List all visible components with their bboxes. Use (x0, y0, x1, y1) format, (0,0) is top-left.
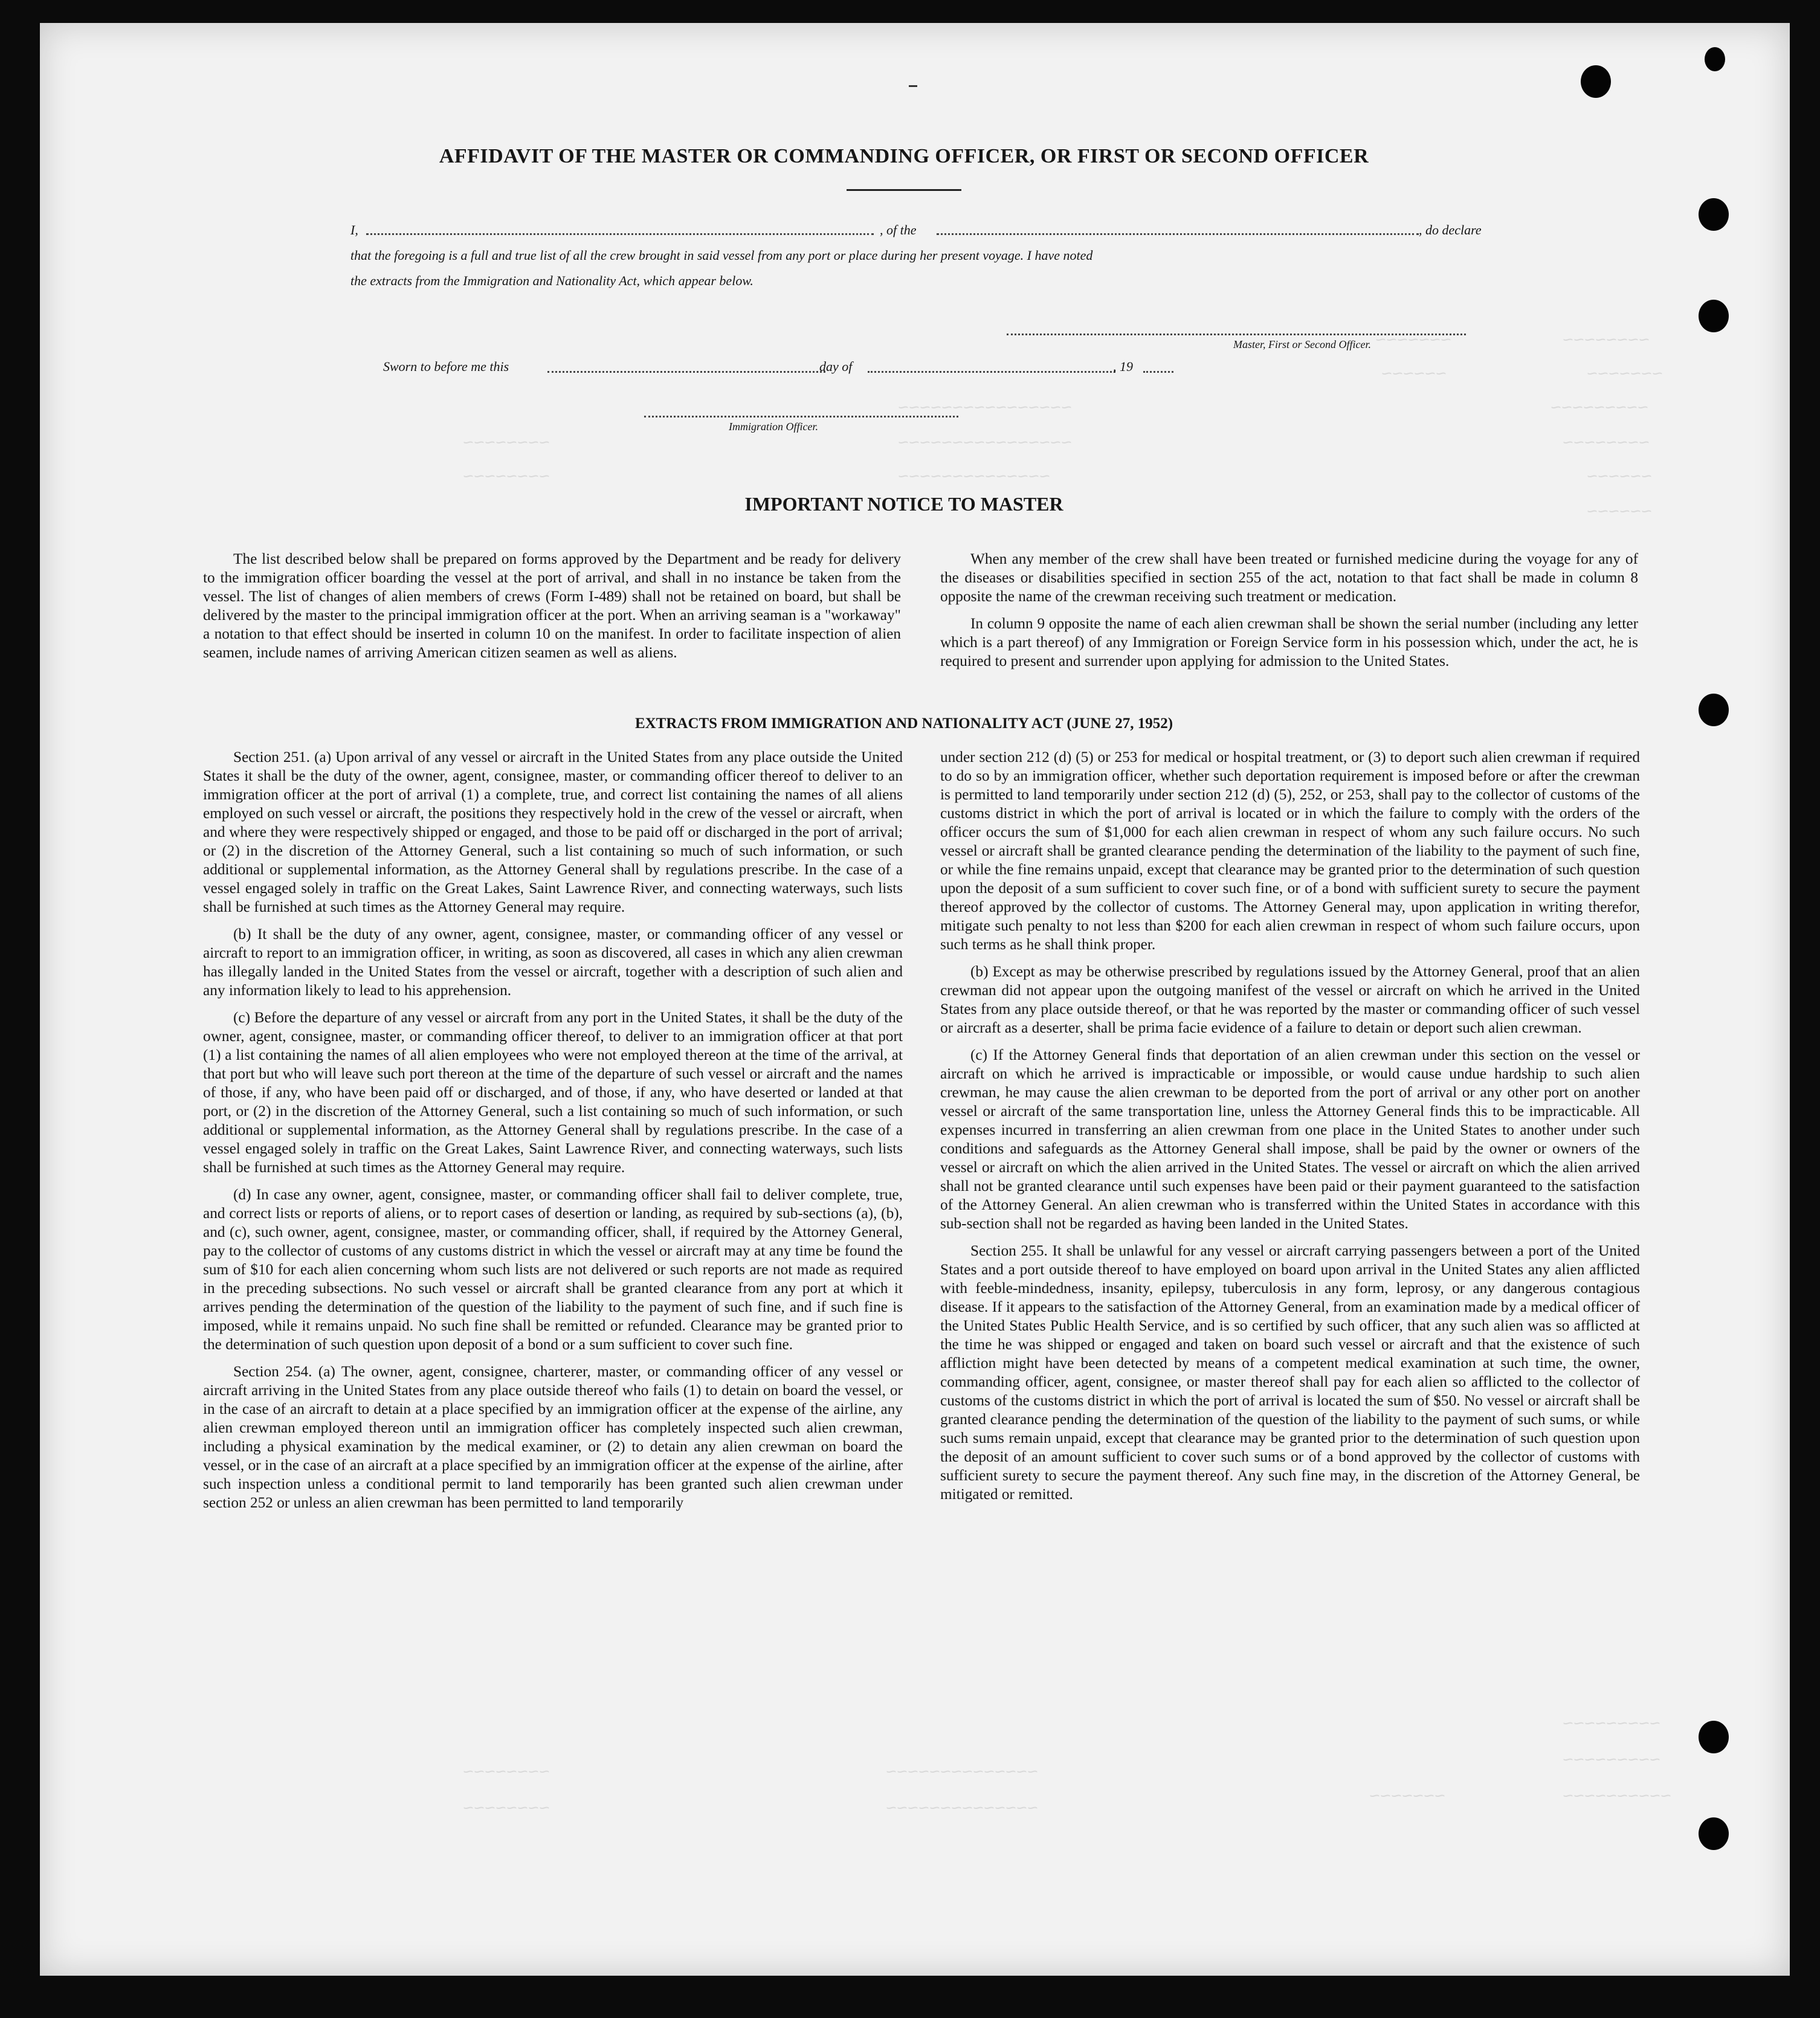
binder-hole (1699, 694, 1729, 726)
bleed-through-background: ~~~~~~~~ ~~~~~~~ ~~~~~~~~~ ~~~~~~~~ ~~~~~~ ~~~~~~ ~~~~~~~ ~~~~~~ ~~~~~~~~~~~~~~~~ ~~~~~~~~~~~~~~~~ ~~~~~~~~~~~~~~ ~~~~~~~~ ~~~~~~~~ ~~~~~~~~~ ~~~~~~~~~ ~~~~~~~~~~ ~~~~~~~ ~~~~~~~~~~~~~~ ~~~~~~~~~~~~~~ ~~~~~~~~ ~~~~~~~~ (463, 331, 1672, 1820)
notice-left-column (203, 550, 901, 671)
sworn-day-line (547, 371, 825, 373)
act-section-paragraph: (c) Before the departure of any vessel or aircraft from any port in the United States, it shall be the duty of the owner, agent, consignee, master, or commanding officer thereof, to deliver to an immigration officer at that port (1) a list containing the names of all alien employees who were not employed thereon at the time of the arrival, at that port but who will leave such port thereon at the time of the departure of such vessel or aircraft and the names of those, if any, who have been paid off or discharged, and of those, if any, who have deserted or landed at that port, or (2) in the discretion of the Attorney General, such a list containing so much of such information, or such additional or supplemental information, as the Attorney General shall by regulations prescribe. In the case of a vessel engaged solely in traffic on the Great Lakes, Saint Lawrence River, and connecting waterways, such lists shall be furnished at such times as the Attorney General may require. (203, 1009, 903, 1176)
binder-hole (1699, 1721, 1729, 1753)
declaration-do-declare-label: , do declare (1419, 222, 1482, 237)
master-signature-line (1007, 334, 1466, 335)
act-section-paragraph: (d) In case any owner, agent, consignee, master, or commanding officer shall fail to deliver complete, true, and correct lists or reports of aliens, or to report cases of desertion or landing, as required by sub-sections (a), (b), and (c), such owner, agent, consignee, master, or commanding officer, shall, if required by the Attorney General, pay to the collector of customs of any customs district in which the vessel or aircraft may at any time be found the sum of $10 for each alien concerning whom such lists are not delivered or such reports are not made as required in the preceding subsections. No such vessel or aircraft shall be granted clearance from any port at which it arrives pending the determination of the question of the liability to the payment of such fine, and if such fine is imposed, while it remains unpaid. No such fine shall be remitted or refunded. Clearance may be granted prior to the determination of such question upon deposit of a bond or a sum sufficient to cover such fine. (203, 1186, 903, 1353)
vessel-name-line (937, 233, 1419, 235)
declaration-of-the-label: , of the (880, 222, 917, 237)
day-of-label: day of (819, 359, 853, 374)
officer-signature-label: Immigration Officer. (729, 421, 818, 433)
title-underline (847, 189, 961, 191)
act-section-paragraph: Section 251. (a) Upon arrival of any vessel or aircraft in the United States from any place outside the United States it shall be the duty of the owner, agent, consignee, master, or commanding officer thereof to deliver to an immigration officer at the port of arrival (1) a complete, true, and correct list containing the names of all aliens employed on such vessel or aircraft, the positions they respectively hold in the crew of the vessel or aircraft, when and where they were respectively shipped or engaged, and those to be paid off or discharged in the port of arrival; or (2) in the discretion of the Attorney General, such a list containing so much of such information, or such additional or supplemental information, as the Attorney General shall by regulations prescribe. In the case of a vessel engaged solely in traffic on the Great Lakes, Saint Lawrence River, and connecting waterways, such lists shall be furnished at such times as the Attorney General may require. (203, 749, 903, 915)
extracts-title: EXTRACTS FROM IMMIGRATION AND NATIONALITY ACT (JUNE 27, 1952) (634, 715, 1173, 732)
act-section-paragraph: under section 212 (d) (5) or 253 for medical or hospital treatment, or (3) to deport such alien crewman if required to do so by an immigration officer, whether such deportation requirement is imposed before or after the crewman is permitted to land temporarily under section 212 (d) (5), 252, or 253, shall pay to the collector of customs of the customs district in which the port of arrival is located or in which the failure to comply with the orders of the officer occurs the sum of $1,000 for each alien crewman in respect of whom any such failure occurs. No such vessel or aircraft shall be granted clearance pending the determination of the liability to the payment of such fine, or while the fine remains unpaid, except that clearance may be granted prior to the determination of such question upon the deposit of a sum sufficient to cover such fine, or of a bond with sufficient surety to secure the payment thereof approved by the collector of customs. The Attorney General may, upon application in writing therefor, mitigate such penalty to not less than $200 for each alien crewman in respect of whom such failure occurs, upon such terms as he shall think proper. (940, 749, 1640, 953)
act-section-paragraph: Section 254. (a) The owner, agent, consignee, charterer, master, or commanding officer of any vessel or aircraft arriving in the United States from any place outside thereof who fails (1) to detain on board the vessel, or in the case of an aircraft to detain at a place specified by an immigration officer at the expense of the airline, any alien crewman employed thereon until an immigration officer has completely inspected such alien crewman, including a physical examination by the medical examiner, or (2) to detain any alien crewman on board the vessel, or in the case of an aircraft at a place specified by an immigration officer at the expense of the airline, after such inspection unless a conditional permit to land temporarily has been granted such alien crewman under section 252 or unless an alien crewman has been permitted to land temporarily (203, 1363, 903, 1511)
extracts-right-column (940, 748, 1640, 1512)
act-section-paragraph: (c) If the Attorney General finds that deportation of an alien crewman under this section on the vessel or aircraft on which he arrived is impracticable or impossible, or would cause undue hardship to such alien crewman, he may cause the alien crewman to be deported from the port of arrival or any other port on another vessel or aircraft of the same transportation line, unless the Attorney General finds this to be impracticable. All expenses incurred in transferring an alien crewman from one place in the United States to another under such conditions and safeguards as the Attorney General shall impose, shall be paid by the owner or owners of the vessel or aircraft on which the alien arrived in the United States. The vessel or aircraft on which the alien arrived shall not be granted clearance until such expenses have been paid or their payment guaranteed to the satisfaction of the Attorney General. An alien crewman who is transferred within the United States in accordance with this sub-section shall not be regarded as having been landed in the United States. (940, 1046, 1640, 1232)
sworn-month-line (868, 371, 1115, 373)
extracts-left-column (203, 748, 903, 1521)
notice-right-column (940, 550, 1638, 679)
binder-hole (1581, 65, 1611, 98)
binder-hole (1699, 198, 1729, 231)
scan-speck (909, 85, 917, 87)
binder-hole (1699, 300, 1729, 332)
notice-paragraph: When any member of the crew shall have been treated or furnished medicine during the voyage for any of the diseases or disabilities specified in section 255 of the act, notation to that fact shall be made in column 8 opposite the name of the crewman receiving such treatment or medication. (940, 550, 1638, 605)
act-section-paragraph: (b) Except as may be otherwise prescribed by regulations issued by the Attorney General, proof that an alien crewman did not appear upon the outgoing manifest of the vessel or aircraft on which he arrived in the United States from any place outside thereof, or that he was reported by the master or commanding officer of such vessel or aircraft as a deserter, shall be prima facie evidence of a failure to detain or deport such alien crewman. (940, 963, 1640, 1036)
declaration-statement-line: the extracts from the Immigration and Nationality Act, which appear below. (350, 273, 753, 288)
binder-hole (1705, 47, 1725, 71)
sworn-label: Sworn to before me this (383, 359, 509, 374)
notice-title: IMPORTANT NOTICE TO MASTER (744, 493, 1063, 515)
notice-paragraph: In column 9 opposite the name of each alien crewman shall be shown the serial number (including any letter which is a part thereof) of any Immigration or Foreign Service form in his possession which, under the act, he is required to present and surrender upon applying for admission to the United States. (940, 615, 1638, 669)
binder-hole (1699, 1817, 1729, 1850)
act-section-paragraph: Section 255. It shall be unlawful for any vessel or aircraft carrying passengers between a port of the United States and a port outside thereof to have employed on board upon arrival in the United States any alien afflicted with feeble-mindedness, insanity, epilepsy, tuberculosis in any form, leprosy, or any dangerous contagious disease. If it appears to the satisfaction of the Attorney General, from an examination made by a medical officer of the United States Public Health Service, and is so certified by such officer, that any such alien was so afflicted at the time he was shipped or engaged and taken on board such vessel or aircraft and that the existence of such affliction might have been detected by means of a competent medical examination at such time, the owner, commanding officer, agent, consignee, or master thereof shall pay for each alien so afflicted to the collector of customs of the customs district in which the port of arrival is located the sum of $50. No vessel or aircraft shall be granted clearance pending the determination of the question of the liability to the payment of such sums, or while such sums remain unpaid, except that clearance may be granted prior to the determination of such question upon the deposit of an amount sufficient to cover such sums or of a bond approved by the collector of customs with sufficient surety to secure the payment thereof. Any such fine may, in the discretion of the Attorney General, be mitigated or remitted. (940, 1242, 1640, 1503)
sworn-year-line (1143, 371, 1173, 373)
notice-paragraph: The list described below shall be prepared on forms approved by the Department and be ready for delivery to the immigration officer boarding the vessel at the port of arrival, and shall in no instance be taken from the vessel. The list of changes of alien members of crews (Form I-489) shall not be retained on board, but shall be delivered by the master to the principal immigration officer at the port. When an arriving seaman is a "workaway" a notation to that effect should be inserted in column 10 on the manifest. In order to facilitate inspection of alien seamen, include names of arriving American citizen seamen as well as aliens. (203, 550, 901, 661)
act-section-paragraph: (b) It shall be the duty of any owner, agent, consignee, master, or commanding officer of any vessel or aircraft to report to an immigration officer, in writing, as soon as discovered, all cases in which any alien crewman has illegally landed in the United States from the vessel or aircraft, together with a description of such alien and any information likely to lead to his apprehension. (203, 926, 903, 999)
year-label: , 19 (1113, 359, 1133, 374)
affidavit-title: AFFIDAVIT OF THE MASTER OR COMMANDING OFFICER, OR FIRST OR SECOND OFFICER (439, 145, 1369, 167)
scanned-form-page (40, 23, 1790, 1976)
declarant-name-line (366, 233, 874, 235)
officer-signature-line (644, 416, 958, 417)
declaration-i-label: I, (350, 222, 358, 237)
master-signature-label: Master, First or Second Officer. (1233, 338, 1371, 350)
declaration-statement-line: that the foregoing is a full and true list of all the crew brought in said vessel from any port or place during her present voyage. I have noted (350, 248, 1093, 263)
